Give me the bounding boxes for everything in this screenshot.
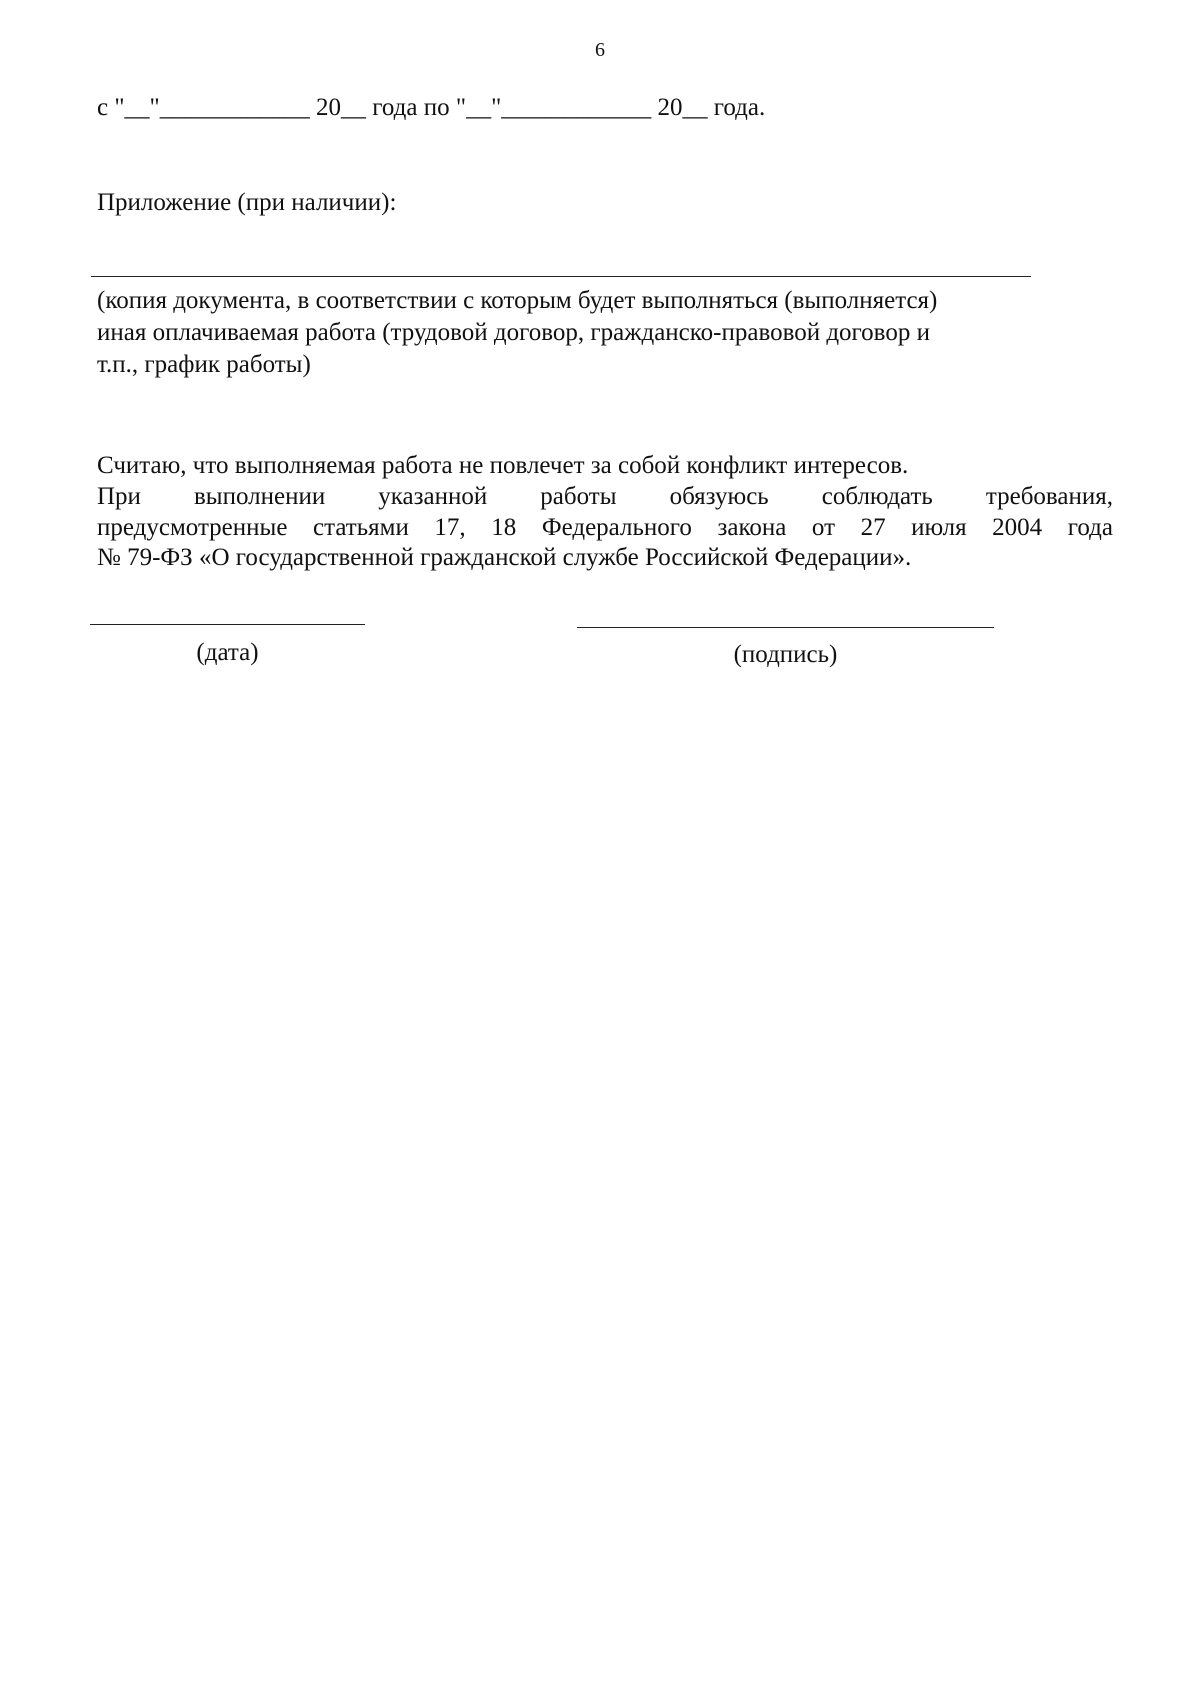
date-signature-line [90, 624, 365, 625]
statement-line-1: Считаю, что выполняемая работа не повлечет за собой конфликт интересов. [97, 452, 909, 479]
signature-caption: (подпись) [733, 641, 838, 668]
attachment-underline [91, 276, 1031, 277]
attachment-label: Приложение (при наличии): [97, 189, 397, 216]
statement-line-4: № 79-ФЗ «О государственной гражданской службе Российской Федерации». [97, 544, 912, 571]
date-caption: (дата) [196, 639, 259, 666]
attachment-note-line-2: иная оплачиваемая работа (трудовой договор, гражданско-правовой договор и [97, 319, 930, 346]
attachment-note-line-1: (копия документа, в соответствии с которым будет выполняться (выполняется) [97, 287, 938, 314]
attachment-note-line-3: т.п., график работы) [97, 351, 311, 378]
page-number: 6 [595, 39, 605, 61]
statement-line-3: предусмотренные статьями 17, 18 Федерального закона от 27 июля 2004 года [97, 514, 1113, 541]
statement-line-2: При выполнении указанной работы обязуюсь соблюдать требования, [97, 483, 1113, 510]
period-line: с "__"____________ 20__ года по "__"____________ 20__ года. [97, 94, 766, 121]
signature-line [577, 627, 994, 628]
